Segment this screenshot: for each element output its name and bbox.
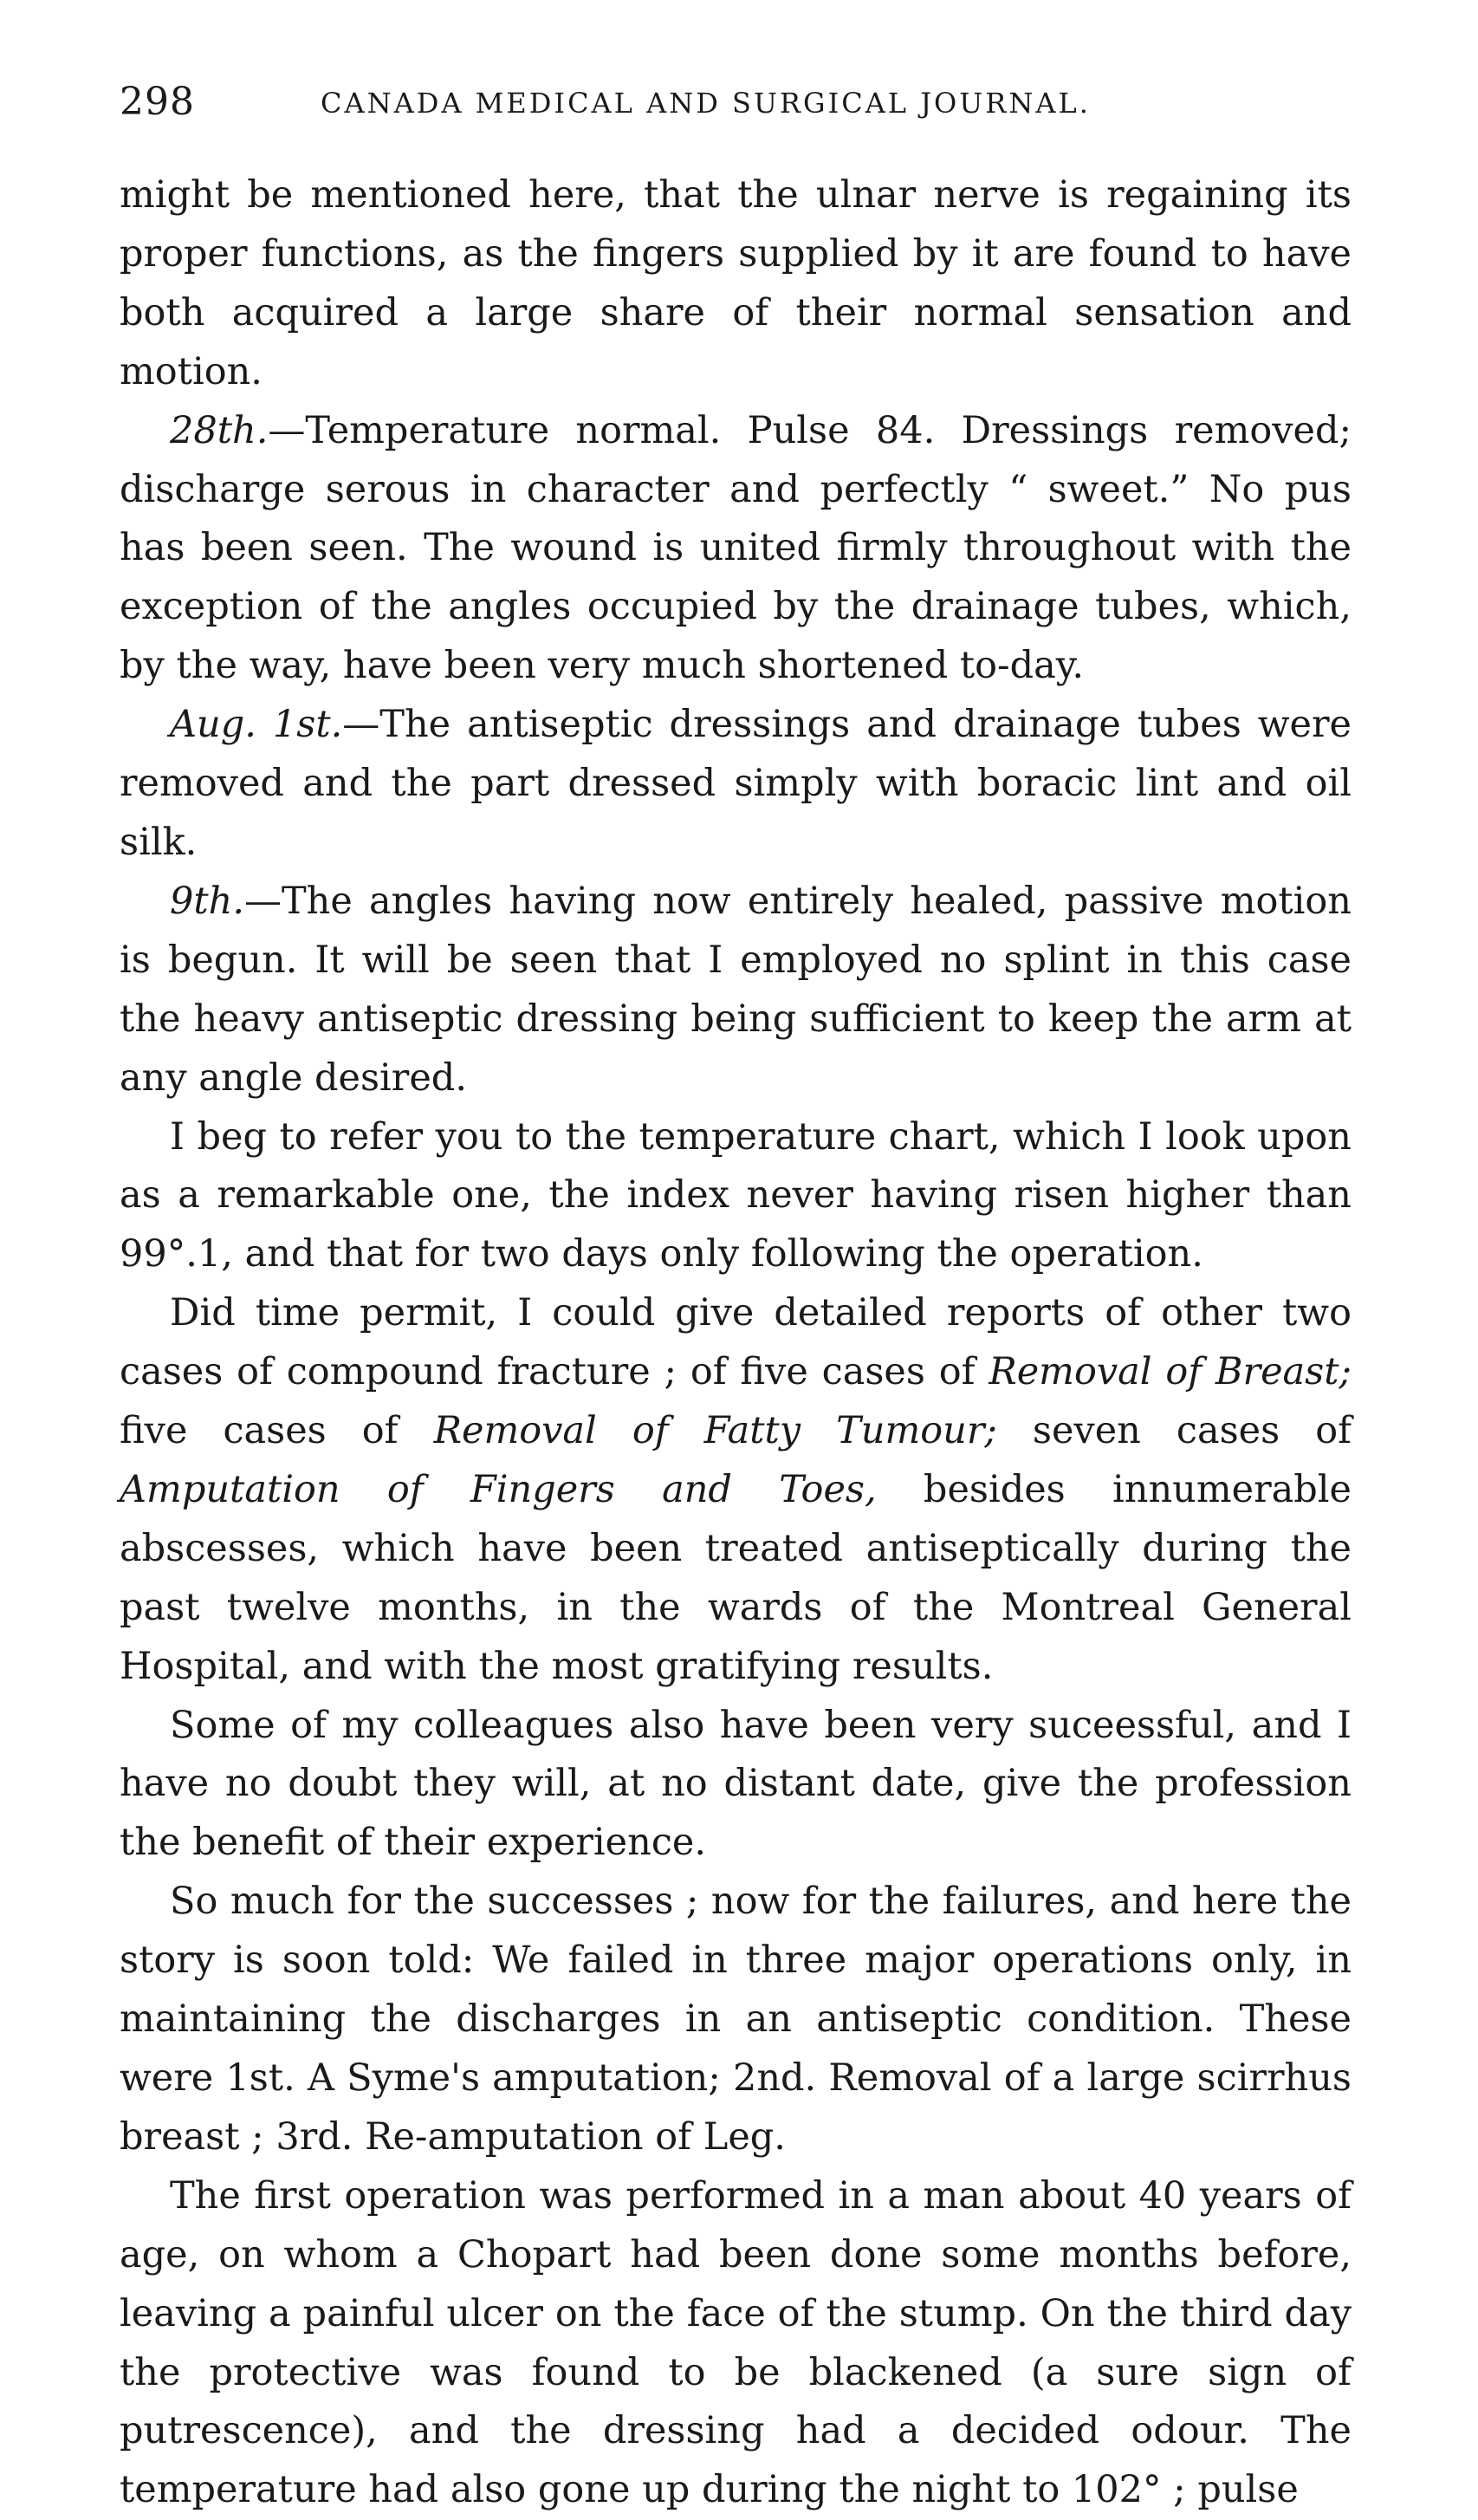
paragraph-9th: [120, 873, 1352, 1108]
paragraph-text: Did time permit, I could give detailed reports of other two cases of compound fracture ; of five cases of: [120, 1291, 1352, 1394]
paragraph-text: besides innumerable abscesses, which have been treated antiseptically during the past twelve months, in the wards of the Montreal General Hospital, and with the most gratifying results.: [120, 1467, 1352, 1688]
italic-phrase: Removal of Breast;: [989, 1350, 1352, 1394]
paragraph-first-operation: [120, 2167, 1352, 2520]
paragraph-colleagues: [120, 1697, 1352, 1874]
paragraph-text: might be mentioned here, that the ulnar nerve is regaining its proper functions, as the fingers supplied by it are found to have both acquired a large share of their normal sensation and motion.: [120, 173, 1352, 393]
body-text: [120, 166, 1352, 2520]
page-number: 298: [120, 80, 195, 124]
date-label: Aug. 1st.: [170, 703, 343, 747]
paragraph-text: seven cases of: [996, 1409, 1352, 1453]
paragraph-other-cases: [120, 1284, 1352, 1696]
paragraph-28th: [120, 402, 1352, 697]
paragraph-text: —Temperature normal. Pulse 84. Dressings removed; discharge serous in character and perfectly “ sweet.” No pus has been seen. The wound is united firmly throughout with the exception of the angles occupied by the drainage tubes, which, by the way, have been very much shortened to-day.: [120, 408, 1352, 688]
page-header: [120, 80, 1350, 132]
paragraph-ulnar-nerve: [120, 166, 1352, 402]
paragraph-text: Some of my colleagues also have been very suceessful, and I have no doubt they will, at no distant date, give the profession the benefit of their experience.: [120, 1703, 1352, 1865]
date-label: 28th.: [170, 408, 269, 452]
paragraph-temperature-chart: [120, 1108, 1352, 1285]
paragraph-text: The first operation was performed in a man about 40 years of age, on whom a Chopart had been done some months before, leaving a painful ulcer on the face of the stump. On the third day the protective was found to be blackened (a sure sign of putrescence), and the dressing had a decided odour. The temperature had also gone up during the night to 102° ; pulse: [120, 2173, 1352, 2512]
paragraph-aug-1st: [120, 696, 1352, 873]
paragraph-text: I beg to refer you to the temperature chart, which I look upon as a remarkable one, the index never having risen higher than 99°.1, and that for two days only following the operation.: [120, 1114, 1352, 1276]
date-label: 9th.: [170, 879, 244, 923]
italic-phrase: Removal of Fatty Tumour;: [433, 1409, 997, 1453]
paragraph-text: —The antiseptic dressings and drainage tubes were removed and the part dressed simply with boracic lint and oil silk.: [120, 703, 1352, 864]
running-head: CANADA MEDICAL AND SURGICAL JOURNAL.: [321, 87, 1091, 120]
paragraph-text: So much for the successes ; now for the failures, and here the story is soon told: We failed in three major operations only, in maintaining the discharges in an antiseptic condition. These were 1st. A Syme's amputation; 2nd. Removal of a large scirrhus breast ; 3rd. Re-amputation of Leg.: [120, 1880, 1352, 2159]
italic-phrase: Amputation of Fingers and Toes,: [120, 1467, 877, 1511]
paragraph-text: —The angles having now entirely healed, passive motion is begun. It will be seen that I employed no splint in this case the heavy antiseptic dressing being sufficient to keep the arm at any angle desired.: [120, 879, 1352, 1100]
paragraph-failures: [120, 1873, 1352, 2167]
paragraph-text: five cases of: [120, 1409, 434, 1453]
